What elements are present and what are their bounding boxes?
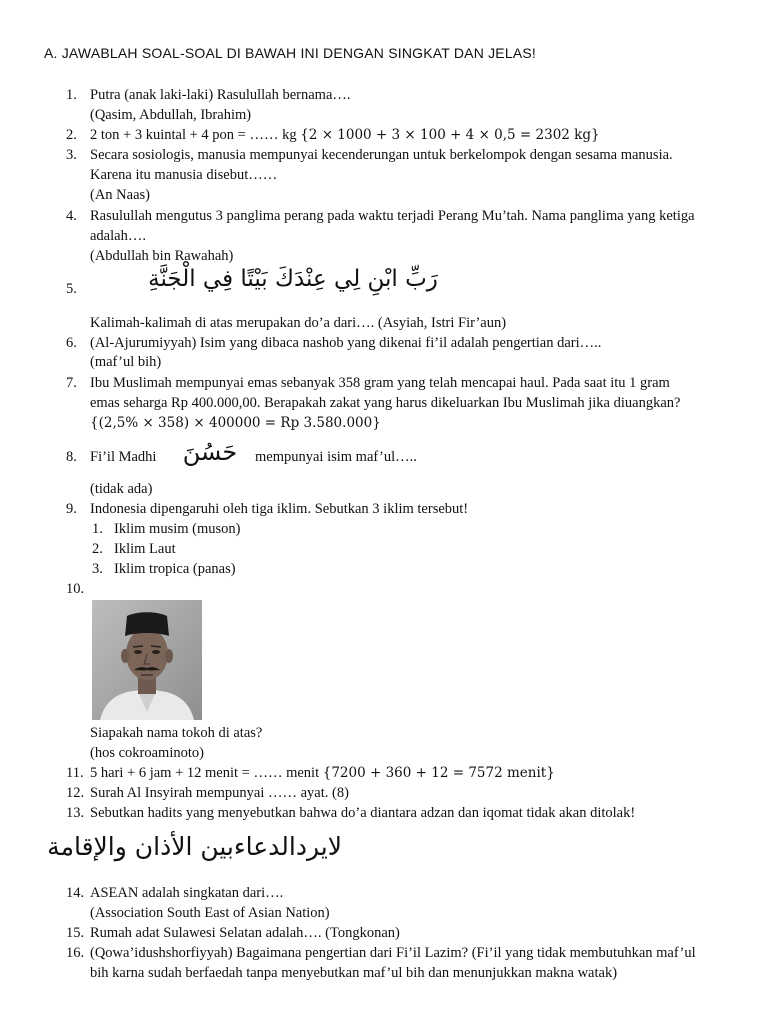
- item-number: 10.: [66, 581, 85, 597]
- answer-3: (An Naas): [90, 187, 150, 203]
- question-10: Siapakah nama tokoh di atas?: [90, 725, 263, 741]
- answer-8: (tidak ada): [90, 481, 153, 497]
- arabic-word: حَسُنَ: [182, 438, 238, 466]
- question-13: Sebutkan hadits yang menyebutkan bahwa do’a diantara adzan dan iqomat tidak akan ditolak!: [90, 805, 636, 821]
- answer-4: (Abdullah bin Rawahah): [90, 248, 234, 264]
- sub-item-number: 1.: [92, 521, 103, 537]
- arabic-prayer: رَبِّ ابْنِ لِي عِنْدَكَ بَيْتًا فِي الْجَنَّةِ: [148, 266, 438, 292]
- item-number: 2.: [66, 127, 77, 143]
- item-number: 16.: [66, 945, 85, 961]
- item-number: 1.: [66, 87, 77, 103]
- question-3-line1: Secara sosiologis, manusia mempunyai kecenderungan untuk berkelompok dengan sesama manusia.: [90, 147, 673, 163]
- answer-11: {7200 + 360 + 12 = 7572 menit}: [322, 765, 555, 781]
- item-number: 9.: [66, 501, 77, 517]
- section-heading: A. JAWABLAH SOAL-SOAL DI BAWAH INI DENGAN SINGKAT DAN JELAS!: [44, 45, 536, 61]
- question-4-line1: Rasulullah mengutus 3 panglima perang pada waktu terjadi Perang Mu’tah. Nama panglima yang ketiga: [90, 208, 695, 224]
- arabic-hadith: لايردالدعاءبين الأذان والإقامة: [47, 832, 342, 861]
- question-11: [90, 764, 555, 782]
- item-number: 4.: [66, 208, 77, 224]
- item-number: 6.: [66, 335, 77, 351]
- item-number: 7.: [66, 375, 77, 391]
- sub-item-number: 3.: [92, 561, 103, 577]
- question-16-line1: (Qowa’idushshorfiyyah) Bagaimana pengertian dari Fi’il Lazim? (Fi’il yang tidak membutuhkan maf’ul: [90, 945, 696, 961]
- question-2-text: 2 ton + 3 kuintal + 4 pon = …… kg: [90, 127, 297, 143]
- item-number: 8.: [66, 449, 77, 465]
- sub-item: Iklim Laut: [114, 541, 176, 557]
- question-3-line2: Karena itu manusia disebut……: [90, 167, 278, 183]
- answer-10: (hos cokroaminoto): [90, 745, 204, 761]
- question-7-line2: emas seharga Rp 400.000,00. Berapakah zakat yang harus dikeluarkan Ibu Muslimah jika diuangkan?: [90, 395, 681, 411]
- item-number: 15.: [66, 925, 85, 941]
- question-9: Indonesia dipengaruhi oleh tiga iklim. Sebutkan 3 iklim tersebut!: [90, 501, 469, 517]
- portrait-photo: [92, 600, 202, 720]
- answer-6: (maf’ul bih): [90, 354, 162, 370]
- question-16-line2: bih karna sudah berfaedah tanpa menyebutkan maf’ul bih dan menunjukkan makna watak): [90, 965, 618, 981]
- question-8-prefix: Fi’il Madhi: [90, 449, 157, 465]
- item-number: 11.: [66, 765, 84, 781]
- sub-item: Iklim musim (muson): [114, 521, 241, 537]
- item-number: 13.: [66, 805, 85, 821]
- question-15: Rumah adat Sulawesi Selatan adalah…. (Tongkonan): [90, 925, 400, 941]
- question-14: ASEAN adalah singkatan dari….: [90, 885, 284, 901]
- question-7-line1: Ibu Muslimah mempunyai emas sebanyak 358 gram yang telah mencapai haul. Pada saat itu 1 gram: [90, 375, 670, 391]
- answer-7: {(2,5% × 358) × 400000 = Rp 3.580.000}: [90, 415, 381, 431]
- sub-item: Iklim tropica (panas): [114, 561, 236, 577]
- question-5: Kalimah-kalimah di atas merupakan do’a dari…. (Asyiah, Istri Fir’aun): [90, 315, 507, 331]
- sub-item-number: 2.: [92, 541, 103, 557]
- answer-14: (Association South East of Asian Nation): [90, 905, 330, 921]
- item-number: 5.: [66, 281, 77, 297]
- question-8-suffix: mempunyai isim maf’ul…..: [255, 449, 417, 465]
- question-1: Putra (anak laki-laki) Rasulullah bernama….: [90, 87, 351, 103]
- question-2: [90, 126, 600, 144]
- portrait-illustration: [92, 600, 202, 720]
- answer-2: {2 × 1000 + 3 × 100 + 4 × 0,5 = 2302 kg}: [300, 127, 600, 143]
- question-6: (Al-Ajurumiyyah) Isim yang dibaca nashob yang dikenai fi’il adalah pengertian dari…..: [90, 335, 602, 351]
- question-11-text: 5 hari + 6 jam + 12 menit = …… menit: [90, 765, 320, 781]
- question-4-line2: adalah….: [90, 228, 146, 244]
- item-number: 12.: [66, 785, 85, 801]
- answer-1: (Qasim, Abdullah, Ibrahim): [90, 107, 252, 123]
- item-number: 3.: [66, 147, 77, 163]
- question-12: Surah Al Insyirah mempunyai …… ayat. (8): [90, 785, 349, 801]
- item-number: 14.: [66, 885, 85, 901]
